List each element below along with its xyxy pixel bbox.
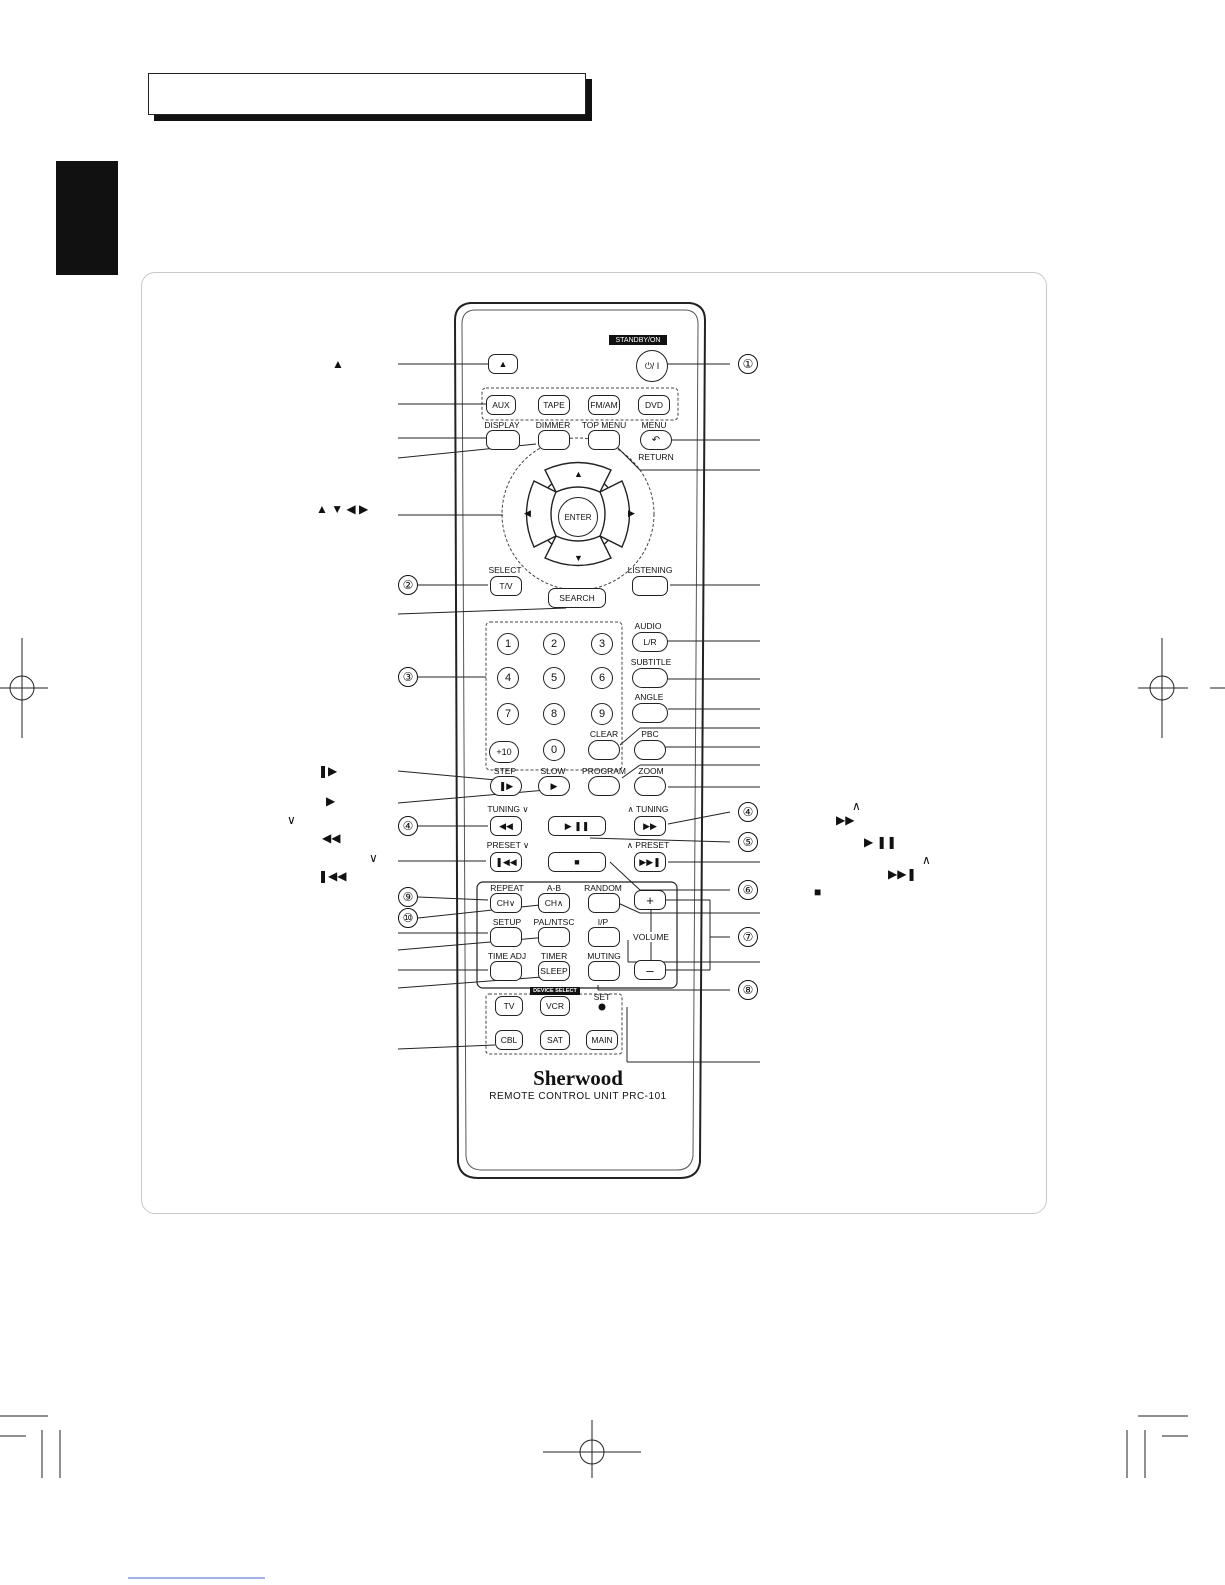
play-pause-button[interactable]: ▶ ❚❚ [548,816,606,836]
listening-label: LISTENING [627,565,673,575]
source-dvd-button[interactable]: DVD [638,395,670,415]
digit-3-button[interactable]: 3 [591,633,613,655]
muting-button[interactable] [588,961,620,981]
digit-7-button[interactable]: 7 [497,703,519,725]
tuning-down-label: TUNING ∨ [487,804,529,814]
setup-label: SETUP [492,917,522,927]
subtitle-button[interactable] [632,668,668,688]
slow-label: SLOW [540,766,566,776]
stop-symbol: ■ [814,885,822,899]
preset-up-symbol: ∧ [922,853,931,867]
forward-tuning-up-button[interactable]: ▶▶ [634,816,666,836]
top-menu-label: TOP MENU [581,420,627,430]
angle-button[interactable] [632,703,668,723]
callout-8: ⑧ [738,980,758,1000]
volume-up-button[interactable]: + [634,890,666,910]
zoom-button[interactable] [634,776,666,796]
digit-9-button[interactable]: 9 [591,703,613,725]
step-symbol: ❚▶ [318,764,338,778]
nav-down-button[interactable]: ▼ [574,553,583,563]
step-button[interactable]: ❚▶ [490,776,522,796]
volume-label: VOLUME [633,932,669,942]
select-tv-button[interactable]: T/V [490,576,522,596]
audio-label: AUDIO [634,621,662,631]
volume-down-button[interactable]: – [634,960,666,980]
callout-4-left: ④ [398,816,418,836]
menu-label: MENU [641,420,667,430]
program-label: PROGRAM [582,766,626,776]
clear-button[interactable] [588,740,620,760]
timer-label: TIMER [540,951,568,961]
pbc-label: PBC [641,729,659,739]
angle-label: ANGLE [634,692,664,702]
subtitle-label: SUBTITLE [630,657,672,667]
set-label: SET [593,992,611,1002]
source-tape-button[interactable]: TAPE [538,395,570,415]
top-menu-button[interactable] [588,430,620,450]
device-vcr-button[interactable]: VCR [540,996,570,1016]
time-adj-label: TIME ADJ [487,951,527,961]
digit-5-button[interactable]: 5 [543,667,565,689]
callout-5: ⑤ [738,832,758,852]
ab-ch-up-button[interactable]: CH∧ [538,893,570,913]
power-button[interactable]: ⏻/ I [636,350,668,382]
digit-0-button[interactable]: 0 [543,739,565,761]
pal-ntsc-button[interactable] [538,927,570,947]
ab-label: A-B [546,883,562,893]
preset-down-symbol: ∨ [369,851,378,865]
device-select-label: DEVICE SELECT [530,987,580,995]
step-label: STEP [493,766,517,776]
tuning-up-label: ∧ TUNING [627,804,669,814]
model-label: REMOTE CONTROL UNIT PRC-101 [489,1091,667,1102]
forward-symbol: ▶▶ [836,813,855,827]
return-label: RETURN [638,452,674,462]
device-main-button[interactable]: MAIN [586,1030,618,1050]
callout-3: ③ [398,667,418,687]
enter-button[interactable]: ENTER [558,497,598,537]
digit-1-button[interactable]: 1 [497,633,519,655]
digit-2-button[interactable]: 2 [543,633,565,655]
source-fmam-button[interactable]: FM/AM [588,395,620,415]
display-label: DISPLAY [484,420,520,430]
cursor-arrows-symbol: ▲ ▼ ◀ ▶ [316,502,369,516]
source-aux-button[interactable]: AUX [486,395,516,415]
repeat-ch-down-button[interactable]: CH∨ [490,893,522,913]
repeat-label: REPEAT [490,883,524,893]
muting-label: MUTING [587,951,621,961]
random-button[interactable] [588,893,620,913]
nav-left-button[interactable]: ◀ [524,508,531,518]
digit-8-button[interactable]: 8 [543,703,565,725]
pal-ntsc-label: PAL/NTSC [533,917,575,927]
callout-7: ⑦ [738,927,758,947]
stop-button[interactable]: ■ [548,852,606,872]
search-button[interactable]: SEARCH [548,588,606,608]
tuning-up-symbol: ∧ [852,799,861,813]
callout-10: ⑩ [398,908,418,928]
time-adj-button[interactable] [490,961,522,981]
device-cbl-button[interactable]: CBL [495,1030,523,1050]
device-sat-button[interactable]: SAT [540,1030,570,1050]
nav-up-button[interactable]: ▲ [574,469,583,479]
callout-4-right: ④ [738,802,758,822]
eject-symbol: ▲ [332,357,344,371]
slow-button[interactable]: ▶ [538,776,570,796]
random-label: RANDOM [584,883,622,893]
nav-right-button[interactable]: ▶ [628,508,635,518]
ip-button[interactable] [588,927,620,947]
program-button[interactable] [588,776,620,796]
eject-button[interactable]: ▲ [488,354,518,374]
timer-sleep-button[interactable]: SLEEP [538,961,570,981]
callout-9: ⑨ [398,887,418,907]
preset-up-label: ∧ PRESET [626,840,670,850]
tuning-down-symbol: ∨ [287,813,296,827]
callout-2: ② [398,575,418,595]
setup-button[interactable] [490,927,522,947]
menu-return-button[interactable]: ↶ [640,430,672,450]
ip-label: I/P [597,917,609,927]
listening-button[interactable] [632,576,668,596]
rewind-tuning-down-button[interactable]: ◀◀ [490,816,522,836]
slow-symbol: ▶ [326,794,336,808]
dimmer-button[interactable] [538,430,570,450]
display-button[interactable] [486,430,520,450]
previous-symbol: ❚◀◀ [318,869,347,883]
preset-down-label: PRESET ∨ [486,840,530,850]
prev-preset-down-button[interactable]: ❚◀◀ [490,852,522,872]
dimmer-label: DIMMER [535,420,571,430]
brand-logo: Sherwood [533,1066,623,1090]
digit-4-button[interactable]: 4 [497,667,519,689]
select-label: SELECT [488,565,522,575]
rewind-symbol: ◀◀ [322,831,341,845]
plus10-button[interactable]: +10 [489,741,519,763]
next-preset-up-button[interactable]: ▶▶❚ [634,852,666,872]
digit-6-button[interactable]: 6 [591,667,613,689]
callout-1: ① [738,354,758,374]
clear-label: CLEAR [589,729,619,739]
standby-on-label: STANDBY/ON [609,335,667,345]
audio-lr-button[interactable]: L/R [632,632,668,652]
callout-6: ⑥ [738,880,758,900]
zoom-label: ZOOM [638,766,664,776]
pbc-button[interactable] [634,740,666,760]
play-pause-symbol: ▶ ❚❚ [864,835,897,849]
device-tv-button[interactable]: TV [495,996,523,1016]
next-symbol: ▶▶❚ [888,867,917,881]
